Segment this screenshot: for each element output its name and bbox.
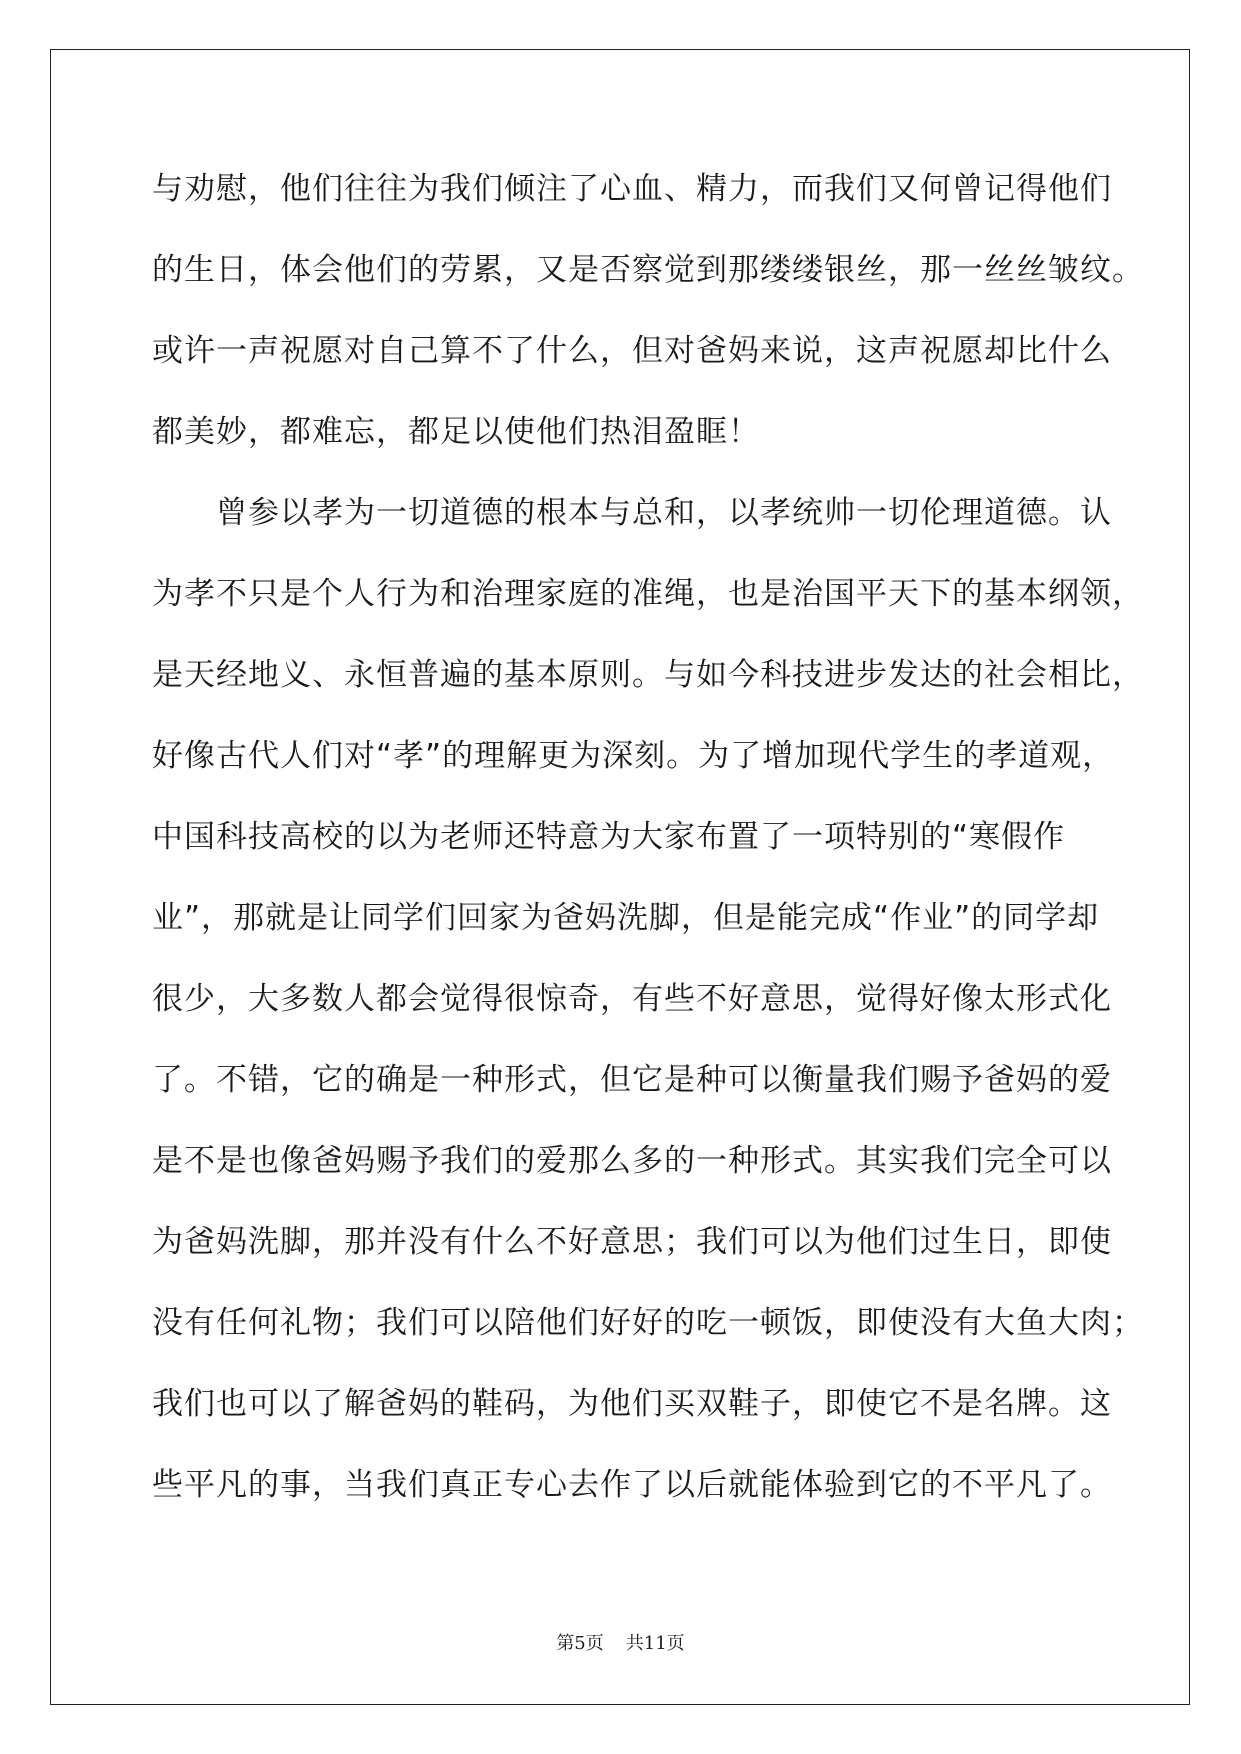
text-line: 了。不错，它的确是一种形式，但它是种可以衡量我们赐予爸妈的爱 <box>152 1062 1112 1098</box>
text-line: 的生日，体会他们的劳累，又是否察觉到那缕缕银丝，那一丝丝皱纹。 <box>152 252 1144 288</box>
text-line: 我们也可以了解爸妈的鞋码，为他们买双鞋子，即使它不是名牌。这 <box>152 1386 1112 1422</box>
text-line: 是天经地义、永恒普遍的基本原则。与如今科技进步发达的社会相比， <box>152 657 1144 693</box>
document-body <box>152 168 1144 1545</box>
text-line: 与劝慰，他们往往为我们倾注了心血、精力，而我们又何曾记得他们 <box>152 171 1112 207</box>
text-line: 业”，那就是让同学们回家为爸妈洗脚，但是能完成“作业”的同学却 <box>152 900 1100 936</box>
text-line: 都美妙，都难忘，都足以使他们热泪盈眶！ <box>152 414 760 450</box>
page-total: 共11页 <box>625 1633 685 1654</box>
paragraph-1 <box>152 168 1144 492</box>
text-line: 是不是也像爸妈赐予我们的爱那么多的一种形式。其实我们完全可以 <box>152 1143 1112 1179</box>
text-line: 为爸妈洗脚，那并没有什么不好意思；我们可以为他们过生日，即使 <box>152 1224 1112 1260</box>
paragraph-2 <box>152 492 1144 1545</box>
text-line: 些平凡的事，当我们真正专心去作了以后就能体验到它的不平凡了。 <box>152 1467 1112 1503</box>
text-line: 很少，大多数人都会觉得很惊奇，有些不好意思，觉得好像太形式化 <box>152 981 1112 1017</box>
page-footer <box>0 1632 1241 1656</box>
text-line: 或许一声祝愿对自己算不了什么，但对爸妈来说，这声祝愿却比什么 <box>152 333 1112 369</box>
page-number: 第5页 <box>556 1633 604 1654</box>
text-line: 好像古代人们对“孝”的理解更为深刻。为了增加现代学生的孝道观， <box>152 738 1115 774</box>
text-line: 没有任何礼物；我们可以陪他们好好的吃一顿饭，即使没有大鱼大肉； <box>152 1305 1144 1341</box>
text-line: 中国科技高校的以为老师还特意为大家布置了一项特别的“寒假作 <box>152 819 1066 855</box>
text-line: 为孝不只是个人行为和治理家庭的准绳，也是治国平天下的基本纲领， <box>152 576 1144 612</box>
text-line: 曾参以孝为一切道德的根本与总和，以孝统帅一切伦理道德。认 <box>216 495 1112 531</box>
